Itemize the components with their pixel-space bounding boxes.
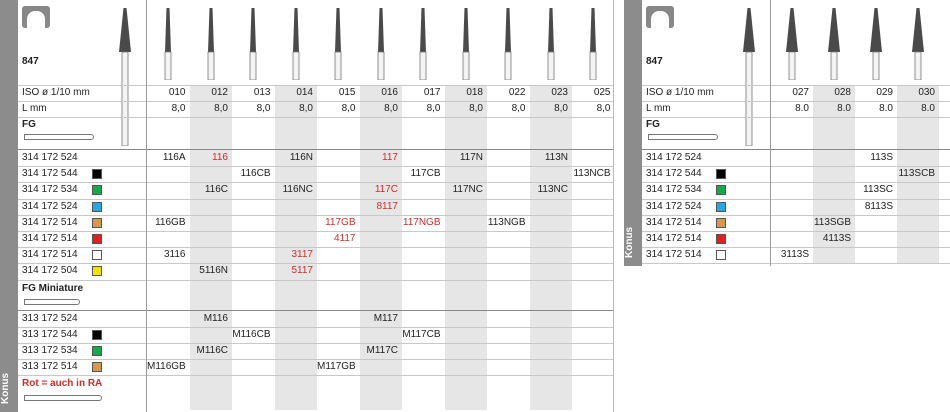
fg-section-label: FG — [646, 119, 660, 130]
product-ref: 116C — [204, 184, 228, 196]
row-divider — [18, 263, 613, 264]
row-divider — [18, 247, 613, 248]
product-ref: M116C — [196, 345, 228, 356]
length-value: 8.0 — [921, 103, 935, 114]
product-ref: 113N — [544, 152, 568, 163]
iso-value: 027 — [792, 87, 809, 98]
product-ref: 116NC — [282, 184, 313, 196]
product-ref: 5116N — [199, 265, 228, 277]
length-label: L mm — [22, 103, 47, 114]
product-ref: 116N — [289, 152, 313, 163]
bur-shape-icon — [201, 4, 221, 80]
rot-note: Rot = auch in RA — [22, 378, 103, 390]
product-ref: M116CB — [232, 328, 271, 340]
side-label-konus: Konus — [0, 372, 11, 404]
length-label: L mm — [646, 103, 671, 114]
product-ref: 5117 — [291, 265, 313, 277]
side-label-konus: Konus — [624, 226, 635, 258]
row-divider — [18, 182, 613, 183]
fg-shank-icon — [24, 134, 94, 140]
color-ring-swatch — [716, 185, 726, 195]
product-ref: 116A — [162, 152, 186, 163]
iso-value: 015 — [338, 87, 356, 98]
order-code: 314 172 504 — [22, 265, 78, 277]
product-ref: M117GB — [317, 361, 356, 373]
length-value: 8,0 — [341, 103, 356, 114]
iso-value: 017 — [423, 87, 441, 98]
product-ref: M117CB — [402, 328, 441, 340]
row-divider — [18, 327, 613, 328]
product-ref: 116 — [212, 152, 228, 163]
color-ring-swatch — [92, 330, 102, 340]
iso-value: 022 — [508, 87, 526, 98]
iso-value: 013 — [253, 87, 271, 98]
product-ref: 113SGB — [813, 216, 851, 228]
length-value: 8,0 — [511, 103, 526, 114]
tooth-shape-icon — [22, 6, 50, 28]
product-ref: 8113S — [864, 200, 893, 212]
iso-value: 016 — [381, 87, 398, 98]
fg-section-label: FG — [22, 119, 36, 130]
product-ref: 4113S — [822, 233, 851, 244]
bur-shape-icon — [110, 4, 140, 146]
iso-value: 014 — [296, 87, 313, 98]
color-ring-swatch — [716, 234, 726, 244]
section-divider — [18, 149, 613, 150]
fg-shank-icon — [648, 134, 718, 140]
ra-shank-icon — [24, 395, 102, 401]
model-number: 847 — [22, 56, 39, 67]
bur-shape-icon — [371, 4, 391, 80]
length-value: 8,0 — [299, 103, 313, 114]
row-divider — [18, 359, 613, 360]
bur-shape-icon — [243, 4, 263, 80]
bur-shape-icon — [734, 4, 764, 146]
length-value: 8,0 — [256, 103, 271, 114]
color-ring-swatch — [92, 266, 102, 276]
product-ref: 113NC — [537, 184, 568, 196]
row-divider — [18, 231, 613, 232]
iso-label: ISO ø 1/10 mm — [22, 87, 90, 98]
product-ref: 116CB — [240, 168, 271, 180]
row-divider — [18, 117, 613, 118]
color-ring-swatch — [92, 362, 102, 372]
order-code: 314 172 524 — [22, 152, 78, 163]
product-ref: 8117 — [376, 200, 398, 212]
product-ref: 113SCB — [898, 168, 935, 180]
product-ref: 117NC — [452, 184, 483, 196]
order-code: 313 172 544 — [22, 328, 78, 340]
length-value: 8,0 — [469, 103, 483, 114]
order-code: 313 172 534 — [22, 345, 78, 356]
color-ring-swatch — [92, 185, 102, 195]
color-ring-swatch — [92, 250, 102, 260]
order-code: 313 172 514 — [22, 361, 78, 373]
side-strip — [0, 0, 18, 412]
bur-shape-icon — [866, 4, 886, 80]
length-value: 8,0 — [214, 103, 228, 114]
order-code: 314 172 524 — [22, 200, 78, 212]
model-number: 847 — [646, 56, 663, 67]
tooth-shape-icon — [646, 6, 674, 28]
product-ref: 3117 — [291, 249, 313, 261]
bur-shape-icon — [328, 4, 348, 80]
product-ref: 116GB — [155, 216, 186, 228]
length-value: 8,0 — [596, 103, 611, 114]
product-ref: 4117 — [333, 233, 356, 244]
product-ref: 117GB — [325, 216, 356, 228]
product-ref: 3116 — [163, 249, 186, 261]
product-ref: M116 — [203, 312, 228, 324]
color-ring-swatch — [92, 346, 102, 356]
row-divider — [18, 375, 613, 376]
bur-shape-icon — [824, 4, 844, 80]
bur-shape-icon — [286, 4, 306, 80]
row-divider — [642, 117, 950, 118]
order-code: 314 172 524 — [646, 200, 702, 212]
iso-label: ISO ø 1/10 mm — [646, 87, 714, 98]
product-ref: 117 — [382, 152, 398, 163]
product-ref: 117N — [459, 152, 483, 163]
color-ring-swatch — [716, 202, 726, 212]
bur-shape-icon — [782, 4, 802, 80]
bur-shape-icon — [158, 4, 178, 80]
order-code: 314 172 544 — [646, 168, 702, 180]
product-ref: 117CB — [410, 168, 441, 180]
row-divider — [18, 343, 613, 344]
row-divider — [18, 280, 613, 281]
iso-value: 025 — [593, 87, 611, 98]
length-value: 8.0 — [837, 103, 851, 114]
iso-value: 010 — [168, 87, 186, 98]
bur-shape-icon — [583, 4, 603, 80]
bur-shape-icon — [413, 4, 433, 80]
product-ref: M116GB — [147, 361, 186, 373]
product-ref: 117C — [374, 184, 398, 196]
order-code: 314 172 524 — [646, 152, 702, 163]
order-code: 314 172 544 — [22, 168, 78, 180]
row-divider — [18, 101, 613, 102]
row-divider — [642, 263, 950, 264]
product-ref: M117 — [373, 312, 398, 324]
iso-value: 029 — [876, 87, 893, 98]
order-code: 314 172 514 — [646, 216, 702, 228]
bur-shape-icon — [541, 4, 561, 80]
length-value: 8.0 — [795, 103, 809, 114]
order-code: 314 172 514 — [22, 233, 78, 244]
section-divider — [18, 310, 613, 311]
color-ring-swatch — [92, 169, 102, 179]
order-code: 314 172 514 — [646, 233, 702, 244]
product-ref: 3113S — [780, 249, 809, 261]
length-value: 8,0 — [426, 103, 441, 114]
right-product-table — [624, 0, 950, 266]
iso-value: 030 — [918, 87, 935, 98]
iso-value: 028 — [834, 87, 851, 98]
row-divider — [642, 101, 950, 102]
product-ref: 117NGB — [402, 216, 441, 228]
row-divider — [642, 85, 950, 86]
fg-miniature-shank-icon — [24, 299, 80, 305]
row-divider — [18, 166, 613, 167]
order-code: 313 172 524 — [22, 312, 78, 324]
product-ref: 113SC — [863, 184, 893, 196]
order-code: 314 172 534 — [646, 184, 702, 196]
color-ring-swatch — [92, 234, 102, 244]
bur-shape-icon — [498, 4, 518, 80]
product-ref: M117C — [366, 345, 398, 356]
iso-value: 018 — [466, 87, 483, 98]
iso-value: 023 — [551, 87, 568, 98]
order-code: 314 172 514 — [646, 249, 702, 261]
row-divider — [18, 85, 613, 86]
color-ring-swatch — [92, 218, 102, 228]
bur-shape-icon — [908, 4, 928, 80]
fg-miniature-label: FG Miniature — [22, 282, 84, 294]
color-ring-swatch — [92, 202, 102, 212]
order-code: 314 172 534 — [22, 184, 78, 196]
row-divider — [18, 199, 613, 200]
product-ref: 113NGB — [487, 216, 526, 228]
color-ring-swatch — [716, 250, 726, 260]
order-code: 314 172 514 — [22, 249, 78, 261]
length-value: 8.0 — [879, 103, 893, 114]
product-ref: 113S — [870, 152, 893, 163]
color-ring-swatch — [716, 218, 726, 228]
order-code: 314 172 514 — [22, 216, 78, 228]
product-ref: 113NCB — [573, 168, 611, 180]
iso-value: 012 — [211, 87, 228, 98]
length-value: 8,0 — [384, 103, 398, 114]
length-value: 8,0 — [171, 103, 186, 114]
color-ring-swatch — [716, 169, 726, 179]
length-value: 8,0 — [554, 103, 568, 114]
bur-shape-icon — [456, 4, 476, 80]
